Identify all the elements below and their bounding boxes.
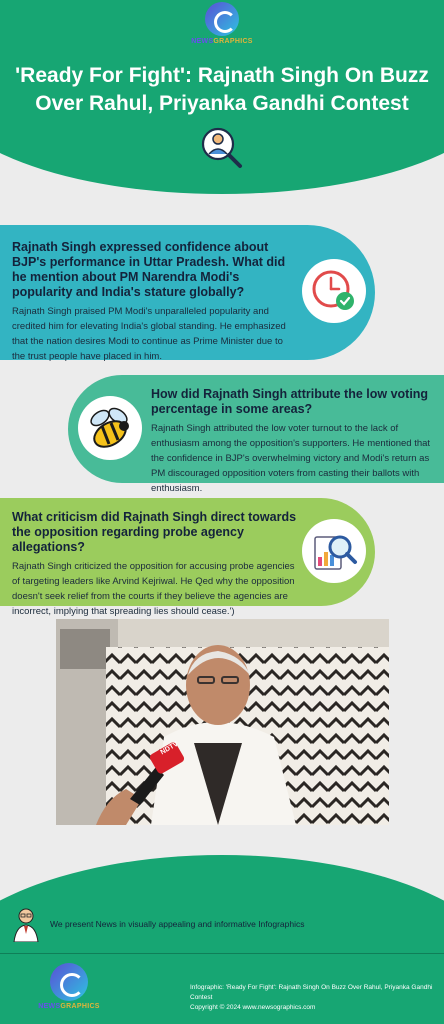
footer-divider <box>0 953 444 954</box>
footer-logo-icon <box>50 963 88 1001</box>
logo-wordmark: NEWSGRAPHICS <box>191 38 253 45</box>
mic-label: NDTV <box>159 740 180 757</box>
footer-tagline: We present News in visually appealing and informative Infographics <box>50 919 305 929</box>
question-1: Rajnath Singh expressed confidence about BJP's performance in Uttar Pradesh. What did he mention about PM Narendra Modi's popularity and India's stature globally? <box>12 240 286 299</box>
footer-credits <box>190 983 444 1013</box>
qa-card-1-text <box>12 240 292 364</box>
logo-icon <box>205 2 239 36</box>
presenter-icon <box>12 906 40 942</box>
question-3: What criticism did Rajnath Singh direct towards the opposition regarding probe agency allegations? <box>12 510 297 554</box>
clock-check-icon <box>302 259 366 323</box>
qa-card-3-text <box>12 510 300 619</box>
footer-logo[interactable] <box>38 963 100 1017</box>
footer-logo-wordmark: NEWSGRAPHICS <box>38 1003 100 1010</box>
answer-2: Rajnath Singh attributed the low voter turnout to the lack of enthusiasm among the opposition's supporters. He mentioned that the confidence in BJP's overwhelming victory and Modi's return as PM discouraged opposition voters from casting their ballots with enthusiasm. <box>151 423 431 494</box>
page-title: 'Ready For Fight': Rajnath Singh On Buzz Over Rahul, Priyanka Gandhi Contest <box>15 64 429 115</box>
brand-logo[interactable] <box>188 2 256 52</box>
bee-icon <box>78 396 142 460</box>
user-search-icon <box>198 124 246 172</box>
answer-3: Rajnath Singh criticized the opposition for accusing probe agencies of targeting leaders like Arvind Kejriwal. He Qed why the opposition doesn't seek relief from the courts if they believe the agencies are incorrect, implying that spreading lies should cease.') <box>12 561 295 617</box>
footer-credit-line: Infographic: 'Ready For Fight': Rajnath Singh On Buzz Over Rahul, Priyanka Gandhi Contest <box>190 984 433 1001</box>
rajnath-singh-photo <box>56 619 389 825</box>
question-2: How did Rajnath Singh attribute the low voting percentage in some areas? <box>151 387 429 416</box>
interview-illustration <box>56 619 389 825</box>
chart-magnifier-icon <box>302 519 366 583</box>
footer-copyright[interactable]: Copyright © 2024 www.newsographics.com <box>190 1004 316 1011</box>
answer-1: Rajnath Singh praised PM Modi's unparalleled popularity and credited him for elevating India's global standing. He emphasized that the nation desires Modi to continue as Prime Minister due to the trust people have placed in him. <box>12 306 286 362</box>
qa-card-2-text <box>151 387 436 496</box>
